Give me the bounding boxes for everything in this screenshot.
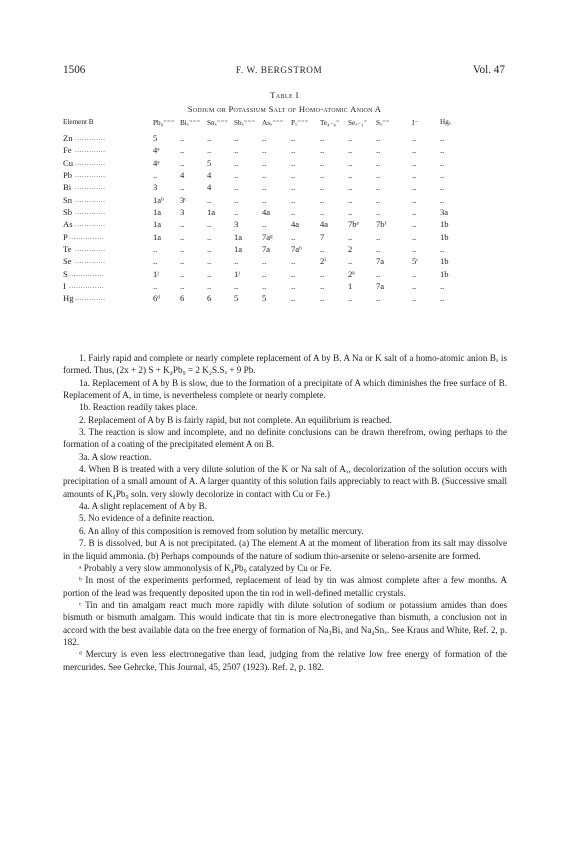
table-cell: .. bbox=[320, 244, 325, 255]
table-row bbox=[0, 158, 569, 170]
table-cell: .. bbox=[180, 244, 185, 255]
table-cell: .. bbox=[291, 194, 296, 205]
table-cell: .. bbox=[262, 157, 267, 168]
table-cell: .. bbox=[291, 145, 296, 156]
table-cell: .. bbox=[440, 244, 445, 255]
table-cell: .. bbox=[376, 170, 381, 181]
row-element-label: As bbox=[63, 219, 73, 230]
note-paragraph: ᵇ In most of the experiments performed, replacement of lead by tin was almost complete after a few months. A portion of the lead was frequently deposited upon the tin rod in well-defined metallic crystals. bbox=[63, 575, 507, 598]
column-header: I⁻ bbox=[412, 119, 419, 127]
table-cell: .. bbox=[180, 256, 185, 267]
table-cell: .. bbox=[320, 268, 325, 279]
dot-leader: ............... bbox=[69, 232, 105, 241]
note-paragraph: 5. No evidence of a definite reaction. bbox=[79, 513, 215, 524]
dot-leader: ............. bbox=[75, 158, 106, 167]
table-cell: .. bbox=[320, 157, 325, 168]
table-cell: .. bbox=[291, 256, 296, 267]
table-cell: .. bbox=[207, 281, 212, 292]
table-row bbox=[0, 244, 569, 256]
table-cell: .. bbox=[262, 182, 267, 193]
table-cell: .. bbox=[180, 231, 185, 242]
table-cell: 4a bbox=[291, 219, 300, 230]
table-cell: 3a bbox=[440, 207, 449, 218]
table-column-headers bbox=[0, 118, 569, 130]
table-cell: .. bbox=[320, 293, 325, 304]
table-row bbox=[0, 256, 569, 268]
table-row bbox=[0, 269, 569, 281]
table-cell: 3 bbox=[153, 182, 158, 193]
table-cell: .. bbox=[376, 194, 381, 205]
page-number: 1506 bbox=[63, 64, 86, 76]
table-cell: 4ᵃ bbox=[153, 157, 160, 168]
table-cell: .. bbox=[207, 256, 212, 267]
table-cell: .. bbox=[180, 219, 185, 230]
table-cell: .. bbox=[440, 170, 445, 181]
table-cell: .. bbox=[440, 157, 445, 168]
table-cell: 7aᵍ bbox=[262, 231, 273, 242]
column-header: Asₓ⁼⁼⁼ bbox=[262, 119, 284, 127]
table-cell: .. bbox=[412, 194, 417, 205]
dot-leader: ............. bbox=[75, 195, 106, 204]
table-cell: .. bbox=[412, 219, 417, 230]
table-cell: 2ⁱ bbox=[320, 256, 327, 267]
column-header: Biₓ⁼⁼⁼ bbox=[180, 119, 201, 127]
dot-leader: ............. bbox=[75, 171, 106, 180]
table-cell: 1a bbox=[207, 207, 216, 218]
table-cell: .. bbox=[262, 256, 267, 267]
column-header: Pb₉⁼⁼⁼ bbox=[153, 119, 175, 127]
table-cell: 5 bbox=[262, 293, 267, 304]
table-cell: .. bbox=[291, 293, 296, 304]
table-cell: 7 bbox=[320, 231, 325, 242]
table-cell: 5 bbox=[234, 293, 239, 304]
table-cell: .. bbox=[412, 281, 417, 292]
row-element-label: I bbox=[63, 281, 66, 292]
table-cell: .. bbox=[234, 182, 239, 193]
table-cell: .. bbox=[207, 194, 212, 205]
table-cell: .. bbox=[153, 170, 158, 181]
table-cell: .. bbox=[262, 268, 267, 279]
dot-leader: ............. bbox=[75, 146, 106, 155]
table-notes bbox=[63, 352, 507, 673]
table-cell: .. bbox=[320, 281, 325, 292]
table-cell: .. bbox=[180, 145, 185, 156]
table-cell: .. bbox=[440, 182, 445, 193]
table-cell: .. bbox=[262, 170, 267, 181]
table-cell: .. bbox=[440, 133, 445, 143]
note-paragraph: 4a. A slight replacement of A by B. bbox=[79, 501, 207, 512]
table-cell: 1b bbox=[440, 256, 449, 267]
note-paragraph: ᶜ Tin and tin amalgam react much more rapidly with dilute solution of sodium or potassium amides than does bismuth or bismuth amalgam. This would indicate that tin is more electronegative than bismuth, a conclusion not in accord with the best available data on the free energy of formation of Na₃Biₓ and Na₄Snₓ. See Kraus and White, Ref. 2, p. 182. bbox=[63, 599, 507, 647]
table-row bbox=[0, 219, 569, 231]
dot-leader: ............. bbox=[75, 257, 106, 266]
table-cell: 5ᵗ bbox=[412, 256, 418, 267]
note-paragraph: ᵃ Probably a very slow ammonolysis of K₄Pb₉ catalyzed by Cu or Fe. bbox=[79, 562, 332, 573]
table-cell: .. bbox=[320, 207, 325, 218]
column-header: Hgₓ bbox=[440, 118, 451, 126]
author-name: F. W. BERGSTROM bbox=[235, 65, 323, 75]
table-cell: .. bbox=[320, 133, 325, 143]
column-header: Seₓ₋₁⁼ bbox=[348, 119, 368, 127]
table-cell: .. bbox=[376, 133, 381, 143]
table-cell: .. bbox=[348, 194, 353, 205]
table-cell: 2ᵏ bbox=[348, 268, 356, 279]
row-element-label: Te bbox=[63, 244, 72, 255]
table-cell: .. bbox=[348, 231, 353, 242]
note-paragraph: 1. Fairly rapid and complete or nearly complete replacement of A by B. A Na or K salt of a homo-atomic anion Bₓ is formed. Thus, (2x + 2) S + K₄Pb₉ = 2 K₂S.Sₓ + 9 Pb. bbox=[63, 353, 507, 376]
table-cell: .. bbox=[234, 145, 239, 156]
table-cell: 1b bbox=[440, 231, 449, 242]
table-cell: .. bbox=[234, 133, 239, 143]
table-cell: 1a bbox=[234, 244, 243, 255]
table-cell: .. bbox=[376, 145, 381, 156]
volume-number: Vol. 47 bbox=[472, 64, 505, 76]
row-element-label: S bbox=[63, 268, 68, 279]
row-element-label: Sb bbox=[63, 207, 73, 218]
table-cell: .. bbox=[207, 268, 212, 279]
table-cell: .. bbox=[180, 268, 185, 279]
table-cell: .. bbox=[440, 145, 445, 156]
row-element-label: Cu bbox=[63, 157, 74, 168]
row-element-label: Sn bbox=[63, 194, 73, 205]
table-cell: 1a bbox=[153, 219, 162, 230]
table-row bbox=[0, 281, 569, 293]
table-cell: .. bbox=[320, 170, 325, 181]
table-cell: .. bbox=[412, 231, 417, 242]
column-header: Te₄₋₄⁼ bbox=[320, 119, 340, 127]
column-header: Pₓ⁼⁼⁼ bbox=[291, 119, 309, 127]
table-cell: 4ᵃ bbox=[153, 145, 160, 156]
table-cell: 4a bbox=[320, 219, 329, 230]
table-cell: .. bbox=[207, 219, 212, 230]
table-cell: .. bbox=[291, 281, 296, 292]
column-header: Sₓ⁼⁼ bbox=[376, 119, 390, 127]
table-cell: .. bbox=[348, 207, 353, 218]
note-paragraph: 2. Replacement of A by B is fairly rapid, but not complete. An equilibrium is reached. bbox=[79, 414, 392, 425]
table-cell: .. bbox=[262, 133, 267, 143]
note-paragraph: ᵈ Mercury is even less electronegative than lead, judging from the relative low free energy of formation of the mercurides. See Gehrcke, This Journal, 45, 2507 (1923). Ref. 2, p. 182. bbox=[63, 649, 507, 672]
table-cell: .. bbox=[153, 244, 158, 255]
dot-leader: ............... bbox=[69, 282, 105, 291]
table-cell: .. bbox=[180, 133, 185, 143]
table-cell: .. bbox=[348, 170, 353, 181]
table-cell: .. bbox=[440, 194, 445, 205]
table-cell: .. bbox=[376, 231, 381, 242]
table-cell: .. bbox=[412, 157, 417, 168]
table-cell: 4 bbox=[207, 182, 212, 193]
table-cell: .. bbox=[291, 170, 296, 181]
table-cell: .. bbox=[262, 145, 267, 156]
table-cell: .. bbox=[207, 244, 212, 255]
table-cell: 7a bbox=[376, 256, 385, 267]
table-cell: 1 bbox=[348, 281, 353, 292]
table-cell: 6 bbox=[180, 293, 185, 304]
table-cell: 1a bbox=[153, 231, 162, 242]
table-cell: .. bbox=[291, 231, 296, 242]
row-element-label: Fe bbox=[63, 145, 72, 156]
table-cell: 6ᵈ bbox=[153, 293, 160, 304]
row-element-label: P bbox=[63, 231, 68, 242]
note-paragraph: 7. B is dissolved, but A is not precipitated. (a) The element A at the moment of liberation from its salt may dissolve in the liquid ammonia. (b) Perhaps compounds of the nature of sodium thio-arsenite or seleno-arsenite are formed. bbox=[63, 538, 507, 561]
table-cell: .. bbox=[234, 207, 239, 218]
table-body bbox=[0, 133, 569, 306]
table-cell: .. bbox=[376, 157, 381, 168]
table-cell: 1ʲ bbox=[153, 268, 159, 279]
table-cell: .. bbox=[440, 293, 445, 304]
table-cell: .. bbox=[412, 268, 417, 279]
table-cell: .. bbox=[180, 182, 185, 193]
column-header: Sbₓ⁼⁼⁼ bbox=[234, 119, 256, 127]
running-header bbox=[63, 64, 505, 76]
table-cell: .. bbox=[291, 182, 296, 193]
table-cell: .. bbox=[234, 256, 239, 267]
table-cell: 4 bbox=[180, 170, 185, 181]
table-cell: 7aʰ bbox=[291, 244, 302, 255]
table-cell: .. bbox=[207, 133, 212, 143]
table-cell: 1a bbox=[234, 231, 243, 242]
table-cell: .. bbox=[376, 207, 381, 218]
table-cell: .. bbox=[376, 293, 381, 304]
dot-leader: ............. bbox=[75, 220, 106, 229]
table-row bbox=[0, 182, 569, 194]
table-cell: .. bbox=[412, 145, 417, 156]
table-cell: 7a bbox=[262, 244, 271, 255]
note-paragraph: 6. An alloy of this composition is removed from solution by metallic mercury. bbox=[79, 525, 364, 536]
table-cell: .. bbox=[320, 182, 325, 193]
table-cell: 4 bbox=[207, 170, 212, 181]
table-row bbox=[0, 145, 569, 157]
table-cell: .. bbox=[320, 194, 325, 205]
table-cell: 5 bbox=[153, 133, 158, 143]
table-cell: .. bbox=[234, 281, 239, 292]
table-cell: .. bbox=[291, 268, 296, 279]
table-cell: .. bbox=[348, 182, 353, 193]
dot-leader: ............. bbox=[75, 183, 106, 192]
table-cell: 4a bbox=[262, 207, 271, 218]
table-cell: .. bbox=[262, 281, 267, 292]
table-row bbox=[0, 133, 569, 145]
table-cell: 1ʲ bbox=[234, 268, 240, 279]
row-element-label: Pb bbox=[63, 170, 73, 181]
element-column-header: Element B bbox=[63, 118, 94, 126]
table-cell: .. bbox=[234, 194, 239, 205]
table-cell: 6 bbox=[207, 293, 212, 304]
table-cell: .. bbox=[262, 219, 267, 230]
row-element-label: Zn bbox=[63, 133, 73, 143]
dot-leader: ............... bbox=[69, 269, 105, 278]
table-cell: .. bbox=[440, 281, 445, 292]
table-cell: .. bbox=[291, 207, 296, 218]
table-cell: .. bbox=[180, 281, 185, 292]
table-cell: .. bbox=[376, 244, 381, 255]
table-cell: 1b bbox=[440, 268, 449, 279]
table-cell: .. bbox=[348, 145, 353, 156]
table-row bbox=[0, 170, 569, 182]
table-cell: .. bbox=[180, 157, 185, 168]
dot-leader: ............. bbox=[75, 294, 106, 303]
table-row bbox=[0, 293, 569, 305]
table-label: Table I bbox=[270, 90, 299, 100]
table-title: Sodium or Potassium Salt of Homo-atomic Anion A bbox=[187, 104, 382, 114]
table-row bbox=[0, 195, 569, 207]
row-element-label: Hg bbox=[63, 293, 74, 304]
row-element-label: Se bbox=[63, 256, 72, 267]
table-cell: 5 bbox=[207, 157, 212, 168]
table-cell: 1b bbox=[440, 219, 449, 230]
table-cell: 7bᵉ bbox=[348, 219, 359, 230]
dot-leader: ............. bbox=[75, 245, 106, 254]
table-cell: .. bbox=[412, 244, 417, 255]
table-cell: .. bbox=[320, 145, 325, 156]
dot-leader: ............. bbox=[75, 134, 106, 142]
table-cell: .. bbox=[376, 182, 381, 193]
table-cell: .. bbox=[207, 231, 212, 242]
table-row bbox=[0, 232, 569, 244]
table-cell: .. bbox=[348, 157, 353, 168]
note-paragraph: 1b. Reaction readily takes place. bbox=[79, 402, 198, 413]
table-cell: .. bbox=[348, 293, 353, 304]
table-cell: .. bbox=[376, 268, 381, 279]
table-cell: .. bbox=[412, 207, 417, 218]
table-cell: 3 bbox=[180, 207, 185, 218]
table-cell: .. bbox=[153, 256, 158, 267]
table-cell: 3 bbox=[234, 219, 239, 230]
dot-leader: ............. bbox=[75, 208, 106, 217]
note-paragraph: 3. The reaction is slow and incomplete, and no definite conclusions can be drawn therefrom, owing perhaps to the formation of a coating of the precipitated element A on B. bbox=[63, 427, 507, 450]
table-cell: 1aᵇ bbox=[153, 194, 164, 205]
table-cell: .. bbox=[291, 133, 296, 143]
table-cell: 2 bbox=[348, 244, 353, 255]
table-cell: .. bbox=[262, 194, 267, 205]
table-cell: .. bbox=[412, 170, 417, 181]
table-row bbox=[0, 207, 569, 219]
row-element-label: Bi bbox=[63, 182, 72, 193]
column-header: Snₓ⁼⁼⁼ bbox=[207, 119, 229, 127]
table-cell: .. bbox=[234, 170, 239, 181]
table-cell: 1a bbox=[153, 207, 162, 218]
table-cell: .. bbox=[412, 293, 417, 304]
table-cell: .. bbox=[412, 182, 417, 193]
table-cell: .. bbox=[207, 145, 212, 156]
table-cell: .. bbox=[153, 281, 158, 292]
note-paragraph: 4. When B is treated with a very dilute solution of the K or Na salt of Aₓ, decolorization of the solution occurs with precipitation of a small amount of A. A larger quantity of this solution fails appreciably to react with B. (Successive small amounts of K₄Pb₉ soln. very slowly decolorize in contact with Cu or Fe.) bbox=[63, 464, 507, 499]
table-cell: 7a bbox=[376, 281, 385, 292]
note-paragraph: 3a. A slow reaction. bbox=[79, 451, 152, 462]
table-cell: .. bbox=[234, 157, 239, 168]
table-cell: .. bbox=[348, 256, 353, 267]
note-paragraph: 1a. Replacement of A by B is slow, due to the formation of a precipitate of A which diminishes the free surface of B. Replacement of A, in time, is nevertheless complete or nearly complete. bbox=[63, 377, 507, 401]
table-cell: 3ᶜ bbox=[180, 194, 187, 205]
table-cell: .. bbox=[291, 157, 296, 168]
table-cell: .. bbox=[348, 133, 353, 143]
table-cell: .. bbox=[412, 133, 417, 143]
table-cell: 7bᶠ bbox=[376, 219, 387, 230]
